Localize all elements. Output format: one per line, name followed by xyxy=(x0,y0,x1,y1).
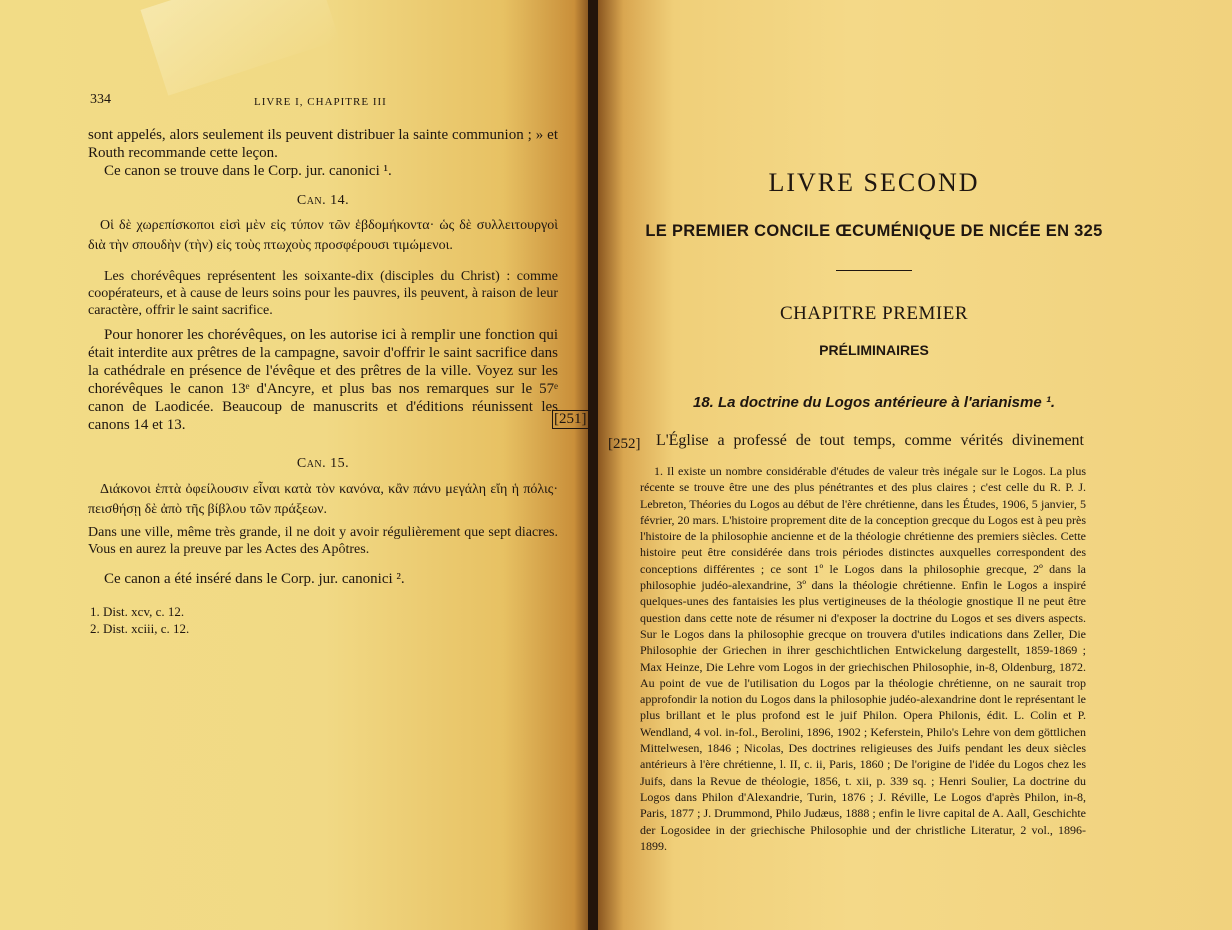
canon-14-heading: Can. 14. xyxy=(296,193,350,208)
book-title: LIVRE SECOND xyxy=(768,168,980,197)
paragraph-corp-jur: Ce canon se trouve dans le Corp. jur. canonici ¹. xyxy=(104,163,392,179)
section-title: 18. La doctrine du Logos antérieure à l'arianisme ¹. xyxy=(693,394,1055,411)
section-lead-line: L'Église a professé de tout temps, comme vérités divinement xyxy=(656,432,1084,449)
canon-14-commentary: Pour honorer les chorévêques, on les autorise ici à remplir une fonction qui était interdite aux prêtres de la campagne, savoir d'offrir le saint sacrifice dans la cathédrale en présence de l'évêque et des prêtres de la ville. Voyez sur les chorévêques le canon 13ᵉ d'Ancyre, et plus bas nos remarques sur le 57ᵉ canon de Laodicée. Beaucoup de manuscrits et d'éditions réunissent les canons 14 et 13. xyxy=(88,327,558,433)
canon-15-translation: Dans une ville, même très grande, il ne doit y avoir régulièrement que sept diacres. Vous en aurez la preuve par les Actes des Apôtres. xyxy=(88,525,558,557)
paragraph-canon-inserted: Ce canon a été inséré dans le Corp. jur. canonici ². xyxy=(104,571,405,587)
running-head-title: LIVRE I, CHAPITRE III xyxy=(254,96,387,108)
canon-14-translation: Les chorévêques représentent les soixante-dix (disciples du Christ) : comme coopérateurs, et à cause de leurs soins pour les pauvres, ils peuvent, à raison de leur caractère, offrir le saint sacrifice. xyxy=(88,269,558,318)
paragraph-continued: sont appelés, alors seulement ils peuvent distribuer la sainte communion ; » et Routh recommande cette leçon. xyxy=(88,127,558,161)
council-title: LE PREMIER CONCILE ŒCUMÉNIQUE DE NICÉE EN 325 xyxy=(645,222,1103,240)
footnote-2: 2. Dist. xciii, c. 12. xyxy=(90,621,190,636)
right-page xyxy=(598,0,1232,930)
page-corner-fold xyxy=(140,0,339,96)
canon-15-heading: Can. 15. xyxy=(296,456,350,471)
chapter-title: CHAPITRE PREMIER xyxy=(780,303,968,324)
page-marker-251: [251] xyxy=(554,411,587,427)
footnote-1: 1. Dist. xcv, c. 12. xyxy=(90,604,185,619)
page-number: 334 xyxy=(90,92,111,107)
canon-15-greek-text: Διάκονοι ἑπτὰ ὀφείλουσιν εἶναι κατὰ τὸν κανόνα, κἂν πάνυ μεγάλη εἴη ἡ πόλις· πεισθήσῃ δὲ ἀπὸ τῆς βίβλου τῶν πράξεων. xyxy=(88,482,558,517)
chapter-subtitle: PRÉLIMINAIRES xyxy=(819,342,929,358)
left-page xyxy=(0,0,592,930)
footnote-logos: 1. Il existe un nombre considérable d'études de valeur très inégale sur le Logos. La plus récente se trouve être une des plus pénétrantes et des plus claires ; c'est celle du R. P. J. Lebreton, Théories du Logos au début de l'ère chrétienne, dans les Études, 1906, 5 janvier, 5 février, 20 mars. L'histoire proprement dite de la conception grecque du Logos est à peu près l'histoire de la philosophie ancienne et de la théologie chrétienne des premiers siècles. Cette histoire peut être considérée dans trois périodes distinctes auxquelles correspondent des conceptions différentes ; ce sont 1º le Logos dans la philosophie grecque, 2º dans la philosophie judéo-alexandrine, 3º dans la théologie chrétienne. Enfin le Logos a inspiré quelques-unes des fantaisies les plus vertigineuses de la théologie gnostique Il ne peut être question dans cette note de résumer ni d'exposer la doctrine du Logos et ses divers aspects. Sur le Logos dans la philosophie grecque on trouvera d'utiles indications dans Zeller, Die Philosophie der Griechen in ihrer geschichtlichen Entwickelung dargestellt, 1859-1869 ; Max Heinze, Die Lehre vom Logos in der griechischen Philosophie, in-8, Oldenburg, 1872. Au point de vue de l'utilisation du Logos par la théologie chrétienne, on ne saurait trop approfondir la notion du Logos dans la philosophie judéo-alexandrine dont le représentant le plus brillant et le plus profond est le juif Philon. Opera Philonis, édit. L. Colin et P. Wendland, 4 vol. in-fol., Berolini, 1896, 1902 ; Keferstein, Philo's Lehre von dem göttlichen Mittelwesen, 1846 ; Nicolas, Des doctrines religieuses des Juifs pendant les deux siècles antérieurs à l'ère chrétienne, l. II, c. ii, Paris, 1860 ; De l'origine de l'idée du Logos chez les Juifs, dans la Revue de théologie, 1856, t. xii, p. 339 sq. ; Henri Soulier, La doctrine du Logos dans Philon d'Alexandrie, Turin, 1876 ; J. Réville, Le Logos d'après Philon, in-8, Paris, 1877 ; J. Drummond, Philo Judæus, 1888 ; enfin le livre capital de A. Aall, Geschichte der Logosidee in der griechische Philosophie und der christliche Literatur, 2 vol., 1896-1899. xyxy=(640,464,1086,853)
page-marker-252: [252] xyxy=(608,436,641,452)
divider-rule xyxy=(836,270,912,271)
canon-14-greek-text: Οἱ δὲ χωρεπίσκοποι εἰσὶ μὲν εἰς τύπον τῶν ἑβδομήκοντα· ὡς δὲ συλλειτουργοὶ διὰ τὴν σπουδὴν (τὴν) εἰς τοὺς πτωχοὺς προσφέρουσι τιμώμενοι. xyxy=(88,218,558,253)
